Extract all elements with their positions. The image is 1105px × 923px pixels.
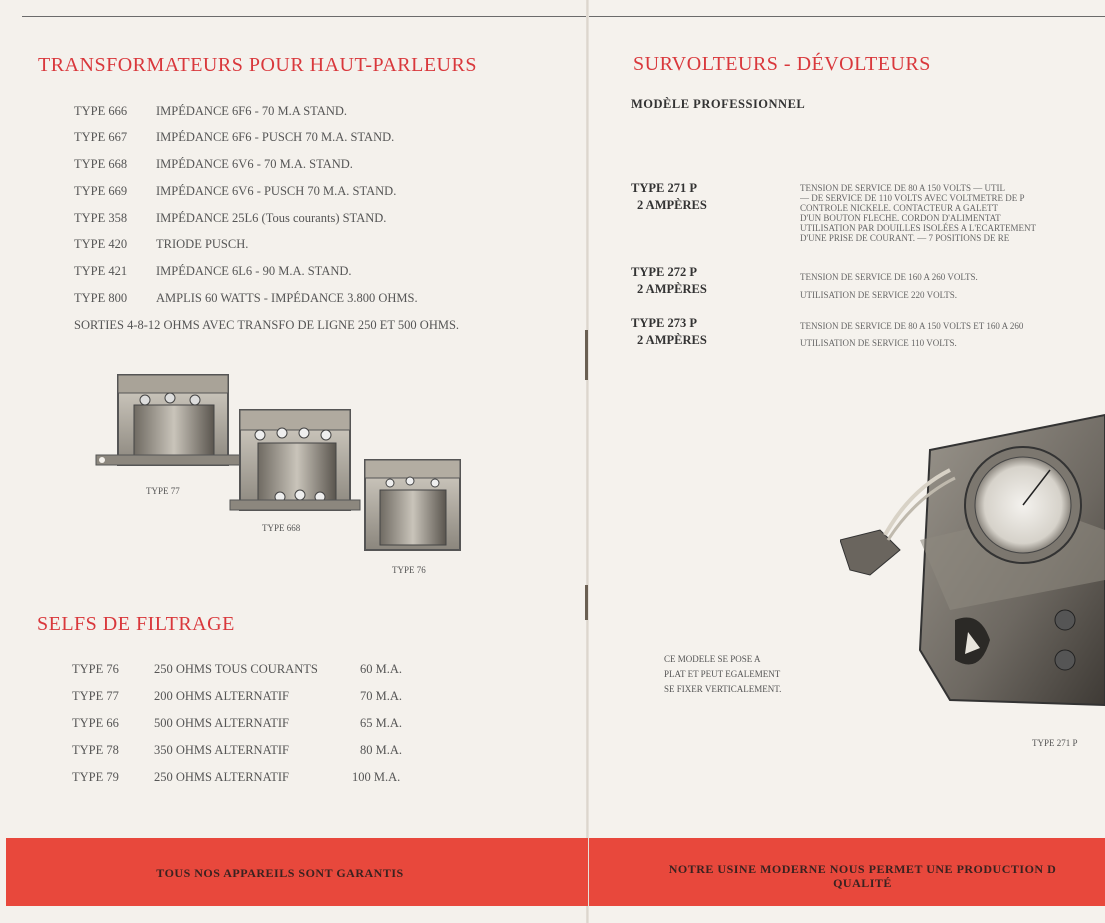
transformers-list [74, 104, 574, 344]
spec-line: — DE SERVICE DE 110 VOLTS AVEC VOLTMETRE DE P [800, 193, 1025, 203]
guarantee-banner-text: TOUS NOS APPAREILS SONT GARANTIS [156, 866, 404, 880]
model-heading: MODÈLE PROFESSIONNEL [631, 97, 806, 111]
type-desc: IMPÉDANCE 6L6 - 90 M.A. STAND. [156, 264, 352, 278]
type-code: TYPE 78 [72, 743, 119, 757]
staple-top [585, 330, 588, 380]
type-desc: IMPÉDANCE 25L6 (Tous courants) STAND. [156, 211, 387, 225]
type-current: 65 M.A. [360, 716, 403, 730]
survolteurs-title: SURVOLTEURS - DÉVOLTEURS [633, 53, 931, 75]
type-271-spec [800, 183, 1092, 243]
survolteur-photo [840, 410, 1105, 710]
type-desc: IMPÉDANCE 6V6 - 70 M.A. STAND. [156, 157, 353, 171]
type-desc: IMPÉDANCE 6F6 - 70 M.A STAND. [156, 104, 348, 118]
spec-line: TENSION DE SERVICE DE 160 A 260 VOLTS. [800, 272, 978, 282]
spec-line: D'UN BOUTON FLECHE. CORDON D'ALIMENTAT [800, 213, 1001, 223]
type-code: TYPE 77 [72, 689, 119, 703]
spec-line: TENSION DE SERVICE DE 80 A 150 VOLTS ET 160 A 260 [800, 321, 1024, 331]
filters-list [72, 662, 492, 792]
type-code: TYPE 358 [74, 211, 128, 225]
mount-note-line: SE FIXER VERTICALEMENT. [664, 684, 782, 694]
type-amps: 2 AMPÈRES [637, 198, 707, 212]
type-272-heading [631, 264, 707, 298]
type-code: TYPE 79 [72, 770, 119, 784]
center-fold [586, 0, 589, 923]
staple-bottom [585, 585, 588, 620]
type-amps: 2 AMPÈRES [637, 282, 707, 296]
type-desc: 250 OHMS ALTERNATIF [154, 770, 289, 784]
type-amps: 2 AMPÈRES [637, 333, 707, 347]
transformers-title: TRANSFORMATEURS POUR HAUT-PARLEURS [38, 54, 477, 76]
filters-title: SELFS DE FILTRAGE [37, 613, 235, 635]
type-current: 100 M.A. [352, 770, 401, 784]
type-desc: TRIODE PUSCH. [156, 237, 249, 251]
type-code: TYPE 421 [74, 264, 128, 278]
type-code: TYPE 668 [74, 157, 128, 171]
mount-note [664, 652, 781, 697]
type-271-heading [631, 180, 707, 214]
type-code: TYPE 669 [74, 184, 128, 198]
caption-type77: TYPE 77 [146, 486, 180, 496]
spec-line: TENSION DE SERVICE DE 80 A 150 VOLTS — UTIL [800, 183, 1006, 193]
transformers-photo [90, 365, 490, 575]
type-desc: 350 OHMS ALTERNATIF [154, 743, 289, 757]
mount-note-line: CE MODELE SE POSE A [664, 654, 761, 664]
type-name: TYPE 271 P [631, 181, 697, 195]
type-273-heading [631, 315, 707, 349]
transformer-type668 [230, 410, 360, 510]
spec-line: CONTROLE NICKELE. CONTACTEUR A GALETT [800, 203, 999, 213]
type-desc: IMPÉDANCE 6V6 - PUSCH 70 M.A. STAND. [156, 184, 397, 198]
type-name: TYPE 272 P [631, 265, 697, 279]
production-banner-text [620, 862, 1105, 890]
transformers-note: SORTIES 4-8-12 OHMS AVEC TRANSFO DE LIGNE 250 ET 500 OHMS. [74, 318, 460, 332]
page-top-edge [22, 16, 1105, 17]
type-desc: 500 OHMS ALTERNATIF [154, 716, 289, 730]
type-code: TYPE 667 [74, 130, 128, 144]
type-code: TYPE 76 [72, 662, 119, 676]
type-desc: IMPÉDANCE 6F6 - PUSCH 70 M.A. STAND. [156, 130, 395, 144]
spec-line: UTILISATION DE SERVICE 220 VOLTS. [800, 290, 958, 300]
type-name: TYPE 273 P [631, 316, 697, 330]
type-273-spec [800, 318, 1092, 352]
caption-type271p: TYPE 271 P [1032, 738, 1078, 748]
type-code: TYPE 800 [74, 291, 128, 305]
mount-note-line: PLAT ET PEUT EGALEMENT [664, 669, 781, 679]
type-current: 60 M.A. [360, 662, 403, 676]
type-272-spec [800, 268, 1092, 304]
transformer-type76 [365, 460, 460, 550]
type-code: TYPE 420 [74, 237, 128, 251]
spec-line: UTILISATION PAR DOUILLES ISOLÉES A L'ECARTEMENT [800, 223, 1036, 233]
type-code: TYPE 66 [72, 716, 119, 730]
type-current: 70 M.A. [360, 689, 403, 703]
transformer-type77 [96, 375, 246, 465]
spec-line: UTILISATION DE SERVICE 110 VOLTS. [800, 338, 957, 348]
type-code: TYPE 666 [74, 104, 128, 118]
caption-type76: TYPE 76 [392, 565, 426, 575]
type-desc: 200 OHMS ALTERNATIF [154, 689, 289, 703]
banner-line: QUALITÉ [833, 876, 892, 890]
caption-type668: TYPE 668 [262, 523, 301, 533]
type-desc: 250 OHMS TOUS COURANTS [154, 662, 318, 676]
banner-line: NOTRE USINE MODERNE NOUS PERMET UNE PRODUCTION D [668, 862, 1057, 876]
type-current: 80 M.A. [360, 743, 403, 757]
spec-line: D'UNE PRISE DE COURANT. — 7 POSITIONS DE RE [800, 233, 1010, 243]
type-desc: AMPLIS 60 WATTS - IMPÉDANCE 3.800 OHMS. [156, 291, 418, 305]
